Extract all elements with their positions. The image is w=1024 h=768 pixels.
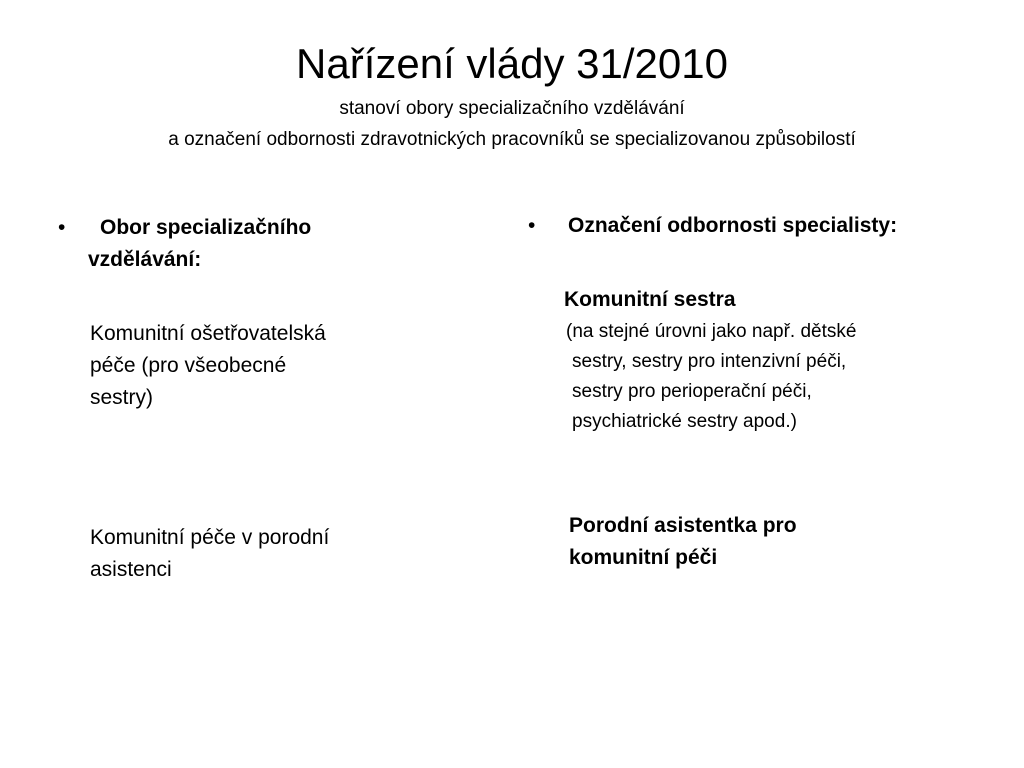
left-item-2-line2: asistenci	[90, 558, 172, 581]
left-heading	[58, 212, 418, 276]
right-item-1-note-line2: sestry, sestry pro intenzivní péči,	[572, 351, 847, 372]
bullet-icon: •	[528, 214, 536, 237]
right-item-2-line2: komunitní péči	[569, 546, 718, 569]
left-item-2	[90, 522, 430, 586]
right-item-1-title	[564, 284, 1004, 316]
right-item-2	[569, 510, 1009, 574]
slide-subtitle-line1: stanoví obory specializačního vzdělávání	[339, 98, 685, 119]
bullet-icon: •	[58, 216, 66, 239]
right-item-1-note-line4: psychiatrické sestry apod.)	[572, 411, 797, 432]
slide-title: Nařízení vlády 31/2010	[296, 40, 728, 87]
right-item-1-note-line3: sestry pro perioperační péči,	[572, 381, 812, 402]
left-item-2-line1: Komunitní péče v porodní	[90, 526, 330, 549]
right-item-1-title-text: Komunitní sestra	[564, 288, 736, 311]
slide-subtitle-line2: a označení odbornosti zdravotnických pracovníků se specializovanou způsobilostí	[168, 129, 856, 150]
right-item-1-note	[566, 317, 1006, 437]
right-bullet-heading	[528, 210, 988, 242]
left-item-1-line2: péče (pro všeobecné	[90, 354, 287, 377]
left-heading-line1: Obor specializačního	[100, 216, 312, 239]
left-item-1-line3: sestry)	[90, 386, 153, 409]
right-item-1-note-line1: (na stejné úrovni jako např. dětské	[566, 321, 857, 342]
left-heading-line2: vzdělávání:	[88, 248, 202, 271]
right-column	[528, 210, 988, 242]
left-bullet-heading	[58, 212, 418, 276]
left-item-1	[90, 318, 430, 414]
left-column	[58, 212, 418, 276]
left-item-1-line1: Komunitní ošetřovatelská	[90, 322, 326, 345]
right-heading: Označení odbornosti specialisty:	[568, 214, 898, 237]
right-item-2-line1: Porodní asistentka pro	[569, 514, 797, 537]
